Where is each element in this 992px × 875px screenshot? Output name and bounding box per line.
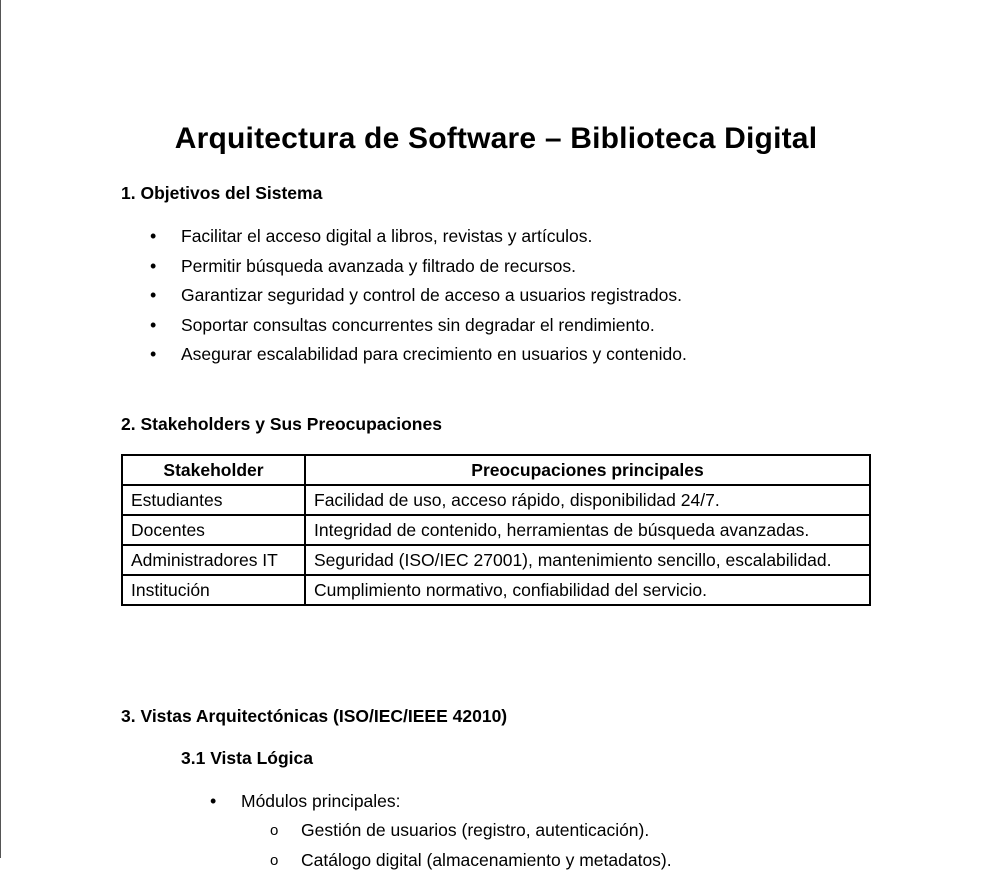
list-item: o Catálogo digital (almacenamiento y metadatos). (241, 846, 672, 875)
section2-heading: 2. Stakeholders y Sus Preocupaciones (121, 414, 442, 434)
list-item: • Garantizar seguridad y control de acceso a usuarios registrados. (121, 281, 687, 311)
list-item: • Asegurar escalabilidad para crecimiento en usuarios y contenido. (121, 340, 687, 370)
table-cell: Estudiantes (122, 485, 305, 515)
list-item: • Permitir búsqueda avanzada y filtrado de recursos. (121, 252, 687, 282)
section3-heading: 3. Vistas Arquitectónicas (ISO/IEC/IEEE 42010) (121, 706, 508, 726)
list-item: • Módulos principales: (181, 787, 401, 817)
table-cell: Institución (122, 575, 305, 605)
table-row (122, 575, 870, 605)
table-cell: Cumplimiento normativo, confiabilidad del servicio. (305, 575, 870, 605)
table-row (122, 515, 870, 545)
table-row (122, 545, 870, 575)
table-header: Preocupaciones principales (305, 455, 870, 485)
section3-1-heading: 3.1 Vista Lógica (181, 748, 313, 768)
list-item: o Gestión de usuarios (registro, autenticación). (241, 816, 672, 846)
modules-sublist (241, 816, 672, 875)
list-item: • Facilitar el acceso digital a libros, revistas y artículos. (121, 222, 687, 252)
table-cell: Facilidad de uso, acceso rápido, disponibilidad 24/7. (305, 485, 870, 515)
section1-heading: 1. Objetivos del Sistema (121, 183, 323, 203)
table-cell: Administradores IT (122, 545, 305, 575)
logical-view-list (181, 787, 401, 817)
table-cell: Docentes (122, 515, 305, 545)
table-cell: Integridad de contenido, herramientas de búsqueda avanzadas. (305, 515, 870, 545)
list-item: • Soportar consultas concurrentes sin degradar el rendimiento. (121, 311, 687, 341)
document-title: Arquitectura de Software – Biblioteca Digital (174, 122, 818, 155)
table-header: Stakeholder (122, 455, 305, 485)
stakeholders-table (121, 454, 871, 606)
table-row (122, 485, 870, 515)
table-header-row (122, 455, 870, 485)
table-cell: Seguridad (ISO/IEC 27001), mantenimiento sencillo, escalabilidad. (305, 545, 870, 575)
objectives-list (121, 222, 687, 370)
